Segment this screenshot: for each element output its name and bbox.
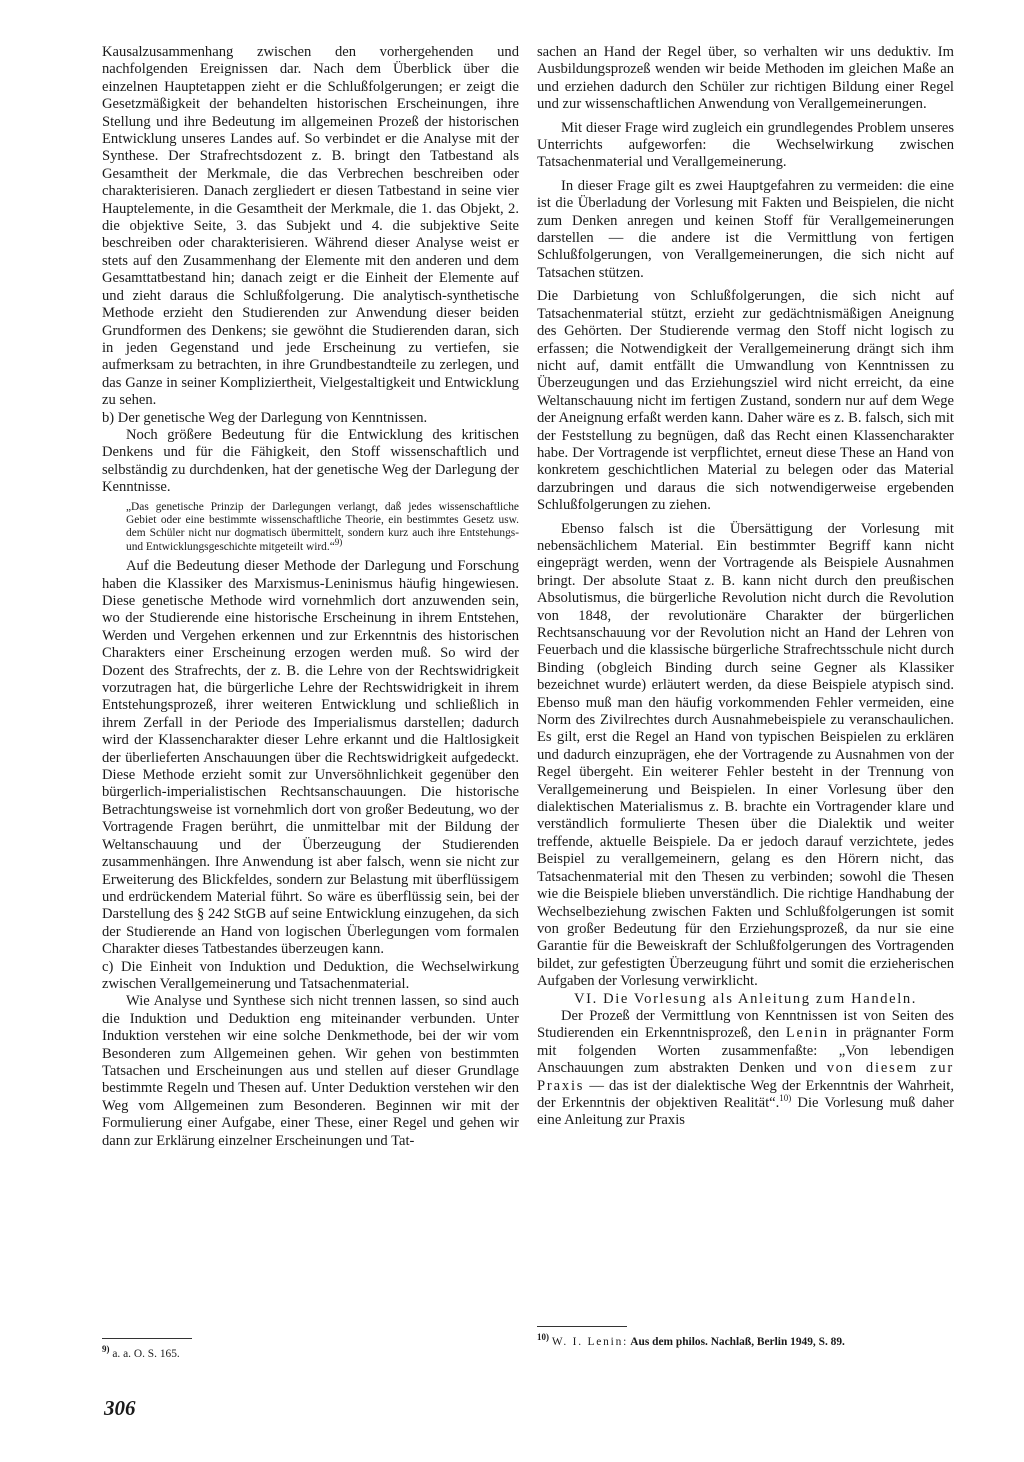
- footnote-rule: [102, 1338, 192, 1339]
- text-run: in prägnanter Form mit folgenden Worten zusammenfaßte: „Von lebendigen Anschauungen zum abstrakten Denken und: [537, 1025, 954, 1077]
- emphasis-text: von diesem zur Praxis: [537, 1060, 955, 1094]
- paragraph: Auf die Bedeutung dieser Methode der Darlegung und Forschung haben die Klassiker des Marxismus-Leninismus häufig hingewiesen. Diese genetische Methode wird vornehmlich dort anzuwenden sein, wo der Studierende eine historische Erscheinung in ihrem Entstehen, Werden und Vergehen erkennen und zur Erkenntnis des historischen Charakters einer Erscheinung erzogen werden muß. So wird der Dozent des Strafrechts, der z. B. die Lehre von der Rechtswidrigkeit vorzutragen hat, die bürgerliche Lehre der Rechtswidrigkeit in ihrem Entstehungsprozeß, ihrer weiteren Entwicklung und schließlich in ihrem Zerfall in der Periode des Imperialismus darstellen; dadurch wird der Klassencharakter dieser Lehre erkannt und die Haltlosigkeit der überlieferten Anschauungen über die Rechtswidrigkeit aufgedeckt. Diese Methode erzieht somit zur Unversöhnlichkeit gegenüber den bürgerlich-imperialistischen Rechtsanschauungen. Die historische Betrachtungsweise ist vornehmlich dort von großer Bedeutung, wo der Vortragende Fragen berührt, die unmittelbar mit der Bildung der Weltanschauung und der Überzeugung der Studierenden zusammenhängen. Ihre Anwendung ist aber falsch, wenn sie nicht zur Erweiterung des Blickfeldes, sondern zur Belastung mit überflüssigem und erdrückendem Material führt. So wäre es überflüssig sein, bei der Darstellung des § 242 StGB auf seine Entwicklung einzugehen, da sich der Studierende an Hand von logischen Überlegungen vom formalen Charakter dieses Tatbestandes überzeugen kann.: [102, 558, 519, 958]
- paragraph: [537, 1008, 954, 1130]
- paragraph: Mit dieser Frage wird zugleich ein grundlegendes Problem unseres Unterrichts aufgeworfen: die Wechselwirkung zwischen Tatsachenmaterial und Verallgemeinerung.: [537, 119, 954, 171]
- left-column: [102, 44, 519, 1150]
- footnote-mark: 10): [537, 1332, 549, 1343]
- paragraph: Wie Analyse und Synthese sich nicht trennen lassen, so sind auch die Induktion und Deduktion eng miteinander verbunden. Unter Induktion verstehen wir eine solche Denkmethode, bei der wir vom Besonderen zum Allgemeinen gehen. Wir gehen von bestimmten Tatsachen und Erscheinungen aus und stellen auf dieser Grundlage bestimmte Regeln und Thesen auf. Unter Deduktion verstehen wir den Weg vom Allgemeinen zum Besonderen. Beginnen wir mit der Formulierung einer Aufgabe, einer These, einer Regel und gehen wir dann zur Erklärung einzelner Erscheinungen und Tat-: [102, 993, 519, 1149]
- footnote-text: Aus dem philos. Nachlaß, Berlin 1949, S. 89.: [628, 1336, 845, 1348]
- footnote-ref: 10): [779, 1093, 792, 1104]
- paragraph: Kausalzusammenhang zwischen den vorhergehenden und nachfolgenden Ereignissen dar. Nach dem Überblick über die einzelnen Hauptetappen zieht er die Schlußfolgerungen; er zeigt die Gesetzmäßigkeit der behandelten historischen Erscheinungen, ihre Stellung und ihre Bedeutung im allgemeinen Prozeß der historischen Entwicklung unseres Landes auf. So verbindet er die Analyse mit der Synthese. Der Strafrechtsdozent z. B. bringt den Tatbestand als Gesamtheit der Merkmale, die das Verbrechen beschreiben oder charakterisieren. Danach zergliedert er diesen Tatbestand in seine vier Hauptelemente, in die Gesamtheit der Merkmale, die 1. das Objekt, 2. die objektive Seite, 3. das Subjekt und 4. die subjektive Seite beschreiben oder charakterisieren. Während dieser Analyse weist er stets auf den Zusammenhang der Elemente mit den anderen und dem Gesamttatbestand hin; danach zeigt er die Einheit der Elemente auf und zieht daraus die Schlußfolgerung. Die analytisch-synthetische Methode erzieht den Studierenden zur Anwendung dieser beiden Grundformen des Denkens; sie gewöhnt die Studierenden daran, sich in jeden Gegenstand und jede Erscheinung zu vertiefen, sie aufmerksam zu betrachten, in ihre Grundbestandteile zu zerlegen, und das Ganze in seiner Kompliziertheit, Vielgestaltigkeit und Entwicklung zu sehen.: [102, 44, 519, 409]
- quote-text: „Das genetische Prinzip der Darlegungen verlangt, daß jedes wissenschaftliche Gebiet oder eine bestimmte wissenschaftliche Theorie, ein bestimmtes Gesetz usw. dem Schüler nicht nur dogmatisch übermittelt, sondern kurz auch ihre Entstehungs- und Entwicklungsgeschichte mitgeteilt wird.“: [126, 500, 519, 553]
- paragraph: Die Darbietung von Schlußfolgerungen, die sich nicht auf Tatsachenmaterial stützt, erzieht zur gedächtnismäßigen Aneignung des Gehörten. Der Studierende vermag den Stoff nicht logisch zu erfassen; die Notwendigkeit der Verallgemeinerung drängt sich ihm nicht auf, damit entfällt die Umwandlung von Kenntnissen zu Überzeugungen und das Erziehungsziel wird nicht erreicht, da eine Weltanschauung nicht im fertigen Zustand, sondern nur auf dem Wege der Aneignung erfaßt werden kann. Daher wäre es z. B. falsch, sich mit der Feststellung zu begnügen, daß das Recht einen Klassencharakter habe. Der Vortragende ist verpflichtet, erneut diese These an Hand von konkretem geschichtlichen Material zu belegen oder das Material darzubringen und daraus die sich notwendigerweise ergebenden Schlußfolgerungen zu ziehen.: [537, 288, 954, 514]
- paragraph: sachen an Hand der Regel über, so verhalten wir uns deduktiv. Im Ausbildungsprozeß wenden wir beide Methoden im gleichen Maße an und erziehen dadurch den Schüler zur richtigen Bildung einer Regel und zur wissenschaftlichen Anwendung von Verallgemeinerungen.: [537, 44, 954, 113]
- paragraph: In dieser Frage gilt es zwei Hauptgefahren zu vermeiden: die eine ist die Überladung der Vorlesung mit Fakten und Beispielen, die nicht zum Denken anregen und keinen Stoff für Verallgemeinerungen darstellen — die andere ist die Vermittlung von fertigen Schlußfolgerungen, von Verallgemeinerungen, die sich nicht auf Tatsachen stützen.: [537, 177, 954, 281]
- paragraph: Ebenso falsch ist die Übersättigung der Vorlesung mit nebensächlichem Material. Ein bestimmter Begriff kann nicht eingeprägt werden, wenn der Vortragende als Beispiele Ausnahmen bringt. Der absolute Staat z. B. kann nicht durch den preußischen Absolutismus, die bürgerliche Revolution nicht durch die Revolution von 1848, der revolutionäre Charakter der bürgerlichen Rechtsanschauung vor der Revolution nicht an Hand der Lehren von Feuerbach und die klassische bürgerliche Strafrechtsschule nicht durch Binding (obgleich Binding durch seine Gegner als Klassiker bezeichnet wurde) erläutert werden, da diese Beispiele atypisch sind. Ebenso muß man den häufig vorkommenden Fehler vermeiden, eine Norm des Zivilrechtes durch Ausnahmebeispiele zu veranschaulichen. Es gilt, erst die Regel an Hand von typischen Beispielen zu erklären und dadurch einzuprägen, ehe der Vortragende zu Ausnahmen von der Regel übergeht. Ein weiterer Fehler besteht in der Trennung von Verallgemeinerung und Beispielen. In einer Vorlesung über den dialektischen Materialismus z. B. brachte ein Vortragender klare und verständlich formulierte Thesen über die Dialektik und weiter treffende, aktuelle Beispiele. Da er jedoch darauf verzichtete, jedes Beispiel zu verallgemeinern, gelang es den Hörern nicht, das Tatsachenmaterial mit den Thesen zu verbinden; sowohl die Thesen wie die Beispiele blieben unverständlich. Die richtige Handhabung der Wechselbeziehung zwischen Fakten und Schlußfolgerungen ist somit von großer Bedeutung für den Erziehungsprozeß, da nur sie eine Garantie für die Beweiskraft der Schlußfolgerungen des Vortragenden bildet, zur gefestigten Überzeugung führt und somit die erzieherischen Aufgaben der Vorlesung verwirklicht.: [537, 520, 954, 990]
- text-run: Die Vorlesung muß daher eine Anleitung zur Praxis: [537, 1094, 954, 1129]
- page-number: 306: [104, 1396, 136, 1420]
- subheading-b: b) Der genetische Weg der Darlegung von Kenntnissen.: [102, 409, 428, 426]
- section-heading: VI. Die Vorlesung als Anleitung zum Handeln.: [573, 990, 918, 1007]
- paragraph: Noch größere Bedeutung für die Entwicklung des kritischen Denkens und für die Fähigkeit, den Stoff wissenschaftlich und selbständig zu durchdenken, hat der genetische Weg der Darlegung der Kenntnisse.: [102, 426, 519, 496]
- footnote-mark: 9): [102, 1344, 110, 1355]
- right-column: [537, 44, 954, 1130]
- text-run: Der Prozeß der Vermittlung von Kenntnissen ist von Seiten des Studierenden ein Erkenntnisprozeß, den: [537, 1007, 954, 1042]
- footnote-rule: [537, 1326, 627, 1327]
- footnote-author: W. I. Lenin:: [551, 1336, 629, 1348]
- subheading-c: c) Die Einheit von Induktion und Deduktion, die Wechselwirkung zwischen Verallgemeinerung und Tatsachenmaterial.: [102, 958, 519, 992]
- block-quote: [126, 501, 519, 555]
- text-run: — das ist der dialektische Weg der Erkenntnis der Wahrheit, der Erkenntnis der objektiven Realität“.: [537, 1077, 954, 1111]
- footnote-ref: 9): [334, 536, 343, 547]
- footnote: [102, 1344, 519, 1361]
- author-name: Lenin: [785, 1025, 829, 1042]
- footnote-text: a. a. O. S. 165.: [112, 1348, 180, 1360]
- footnote: [537, 1332, 954, 1349]
